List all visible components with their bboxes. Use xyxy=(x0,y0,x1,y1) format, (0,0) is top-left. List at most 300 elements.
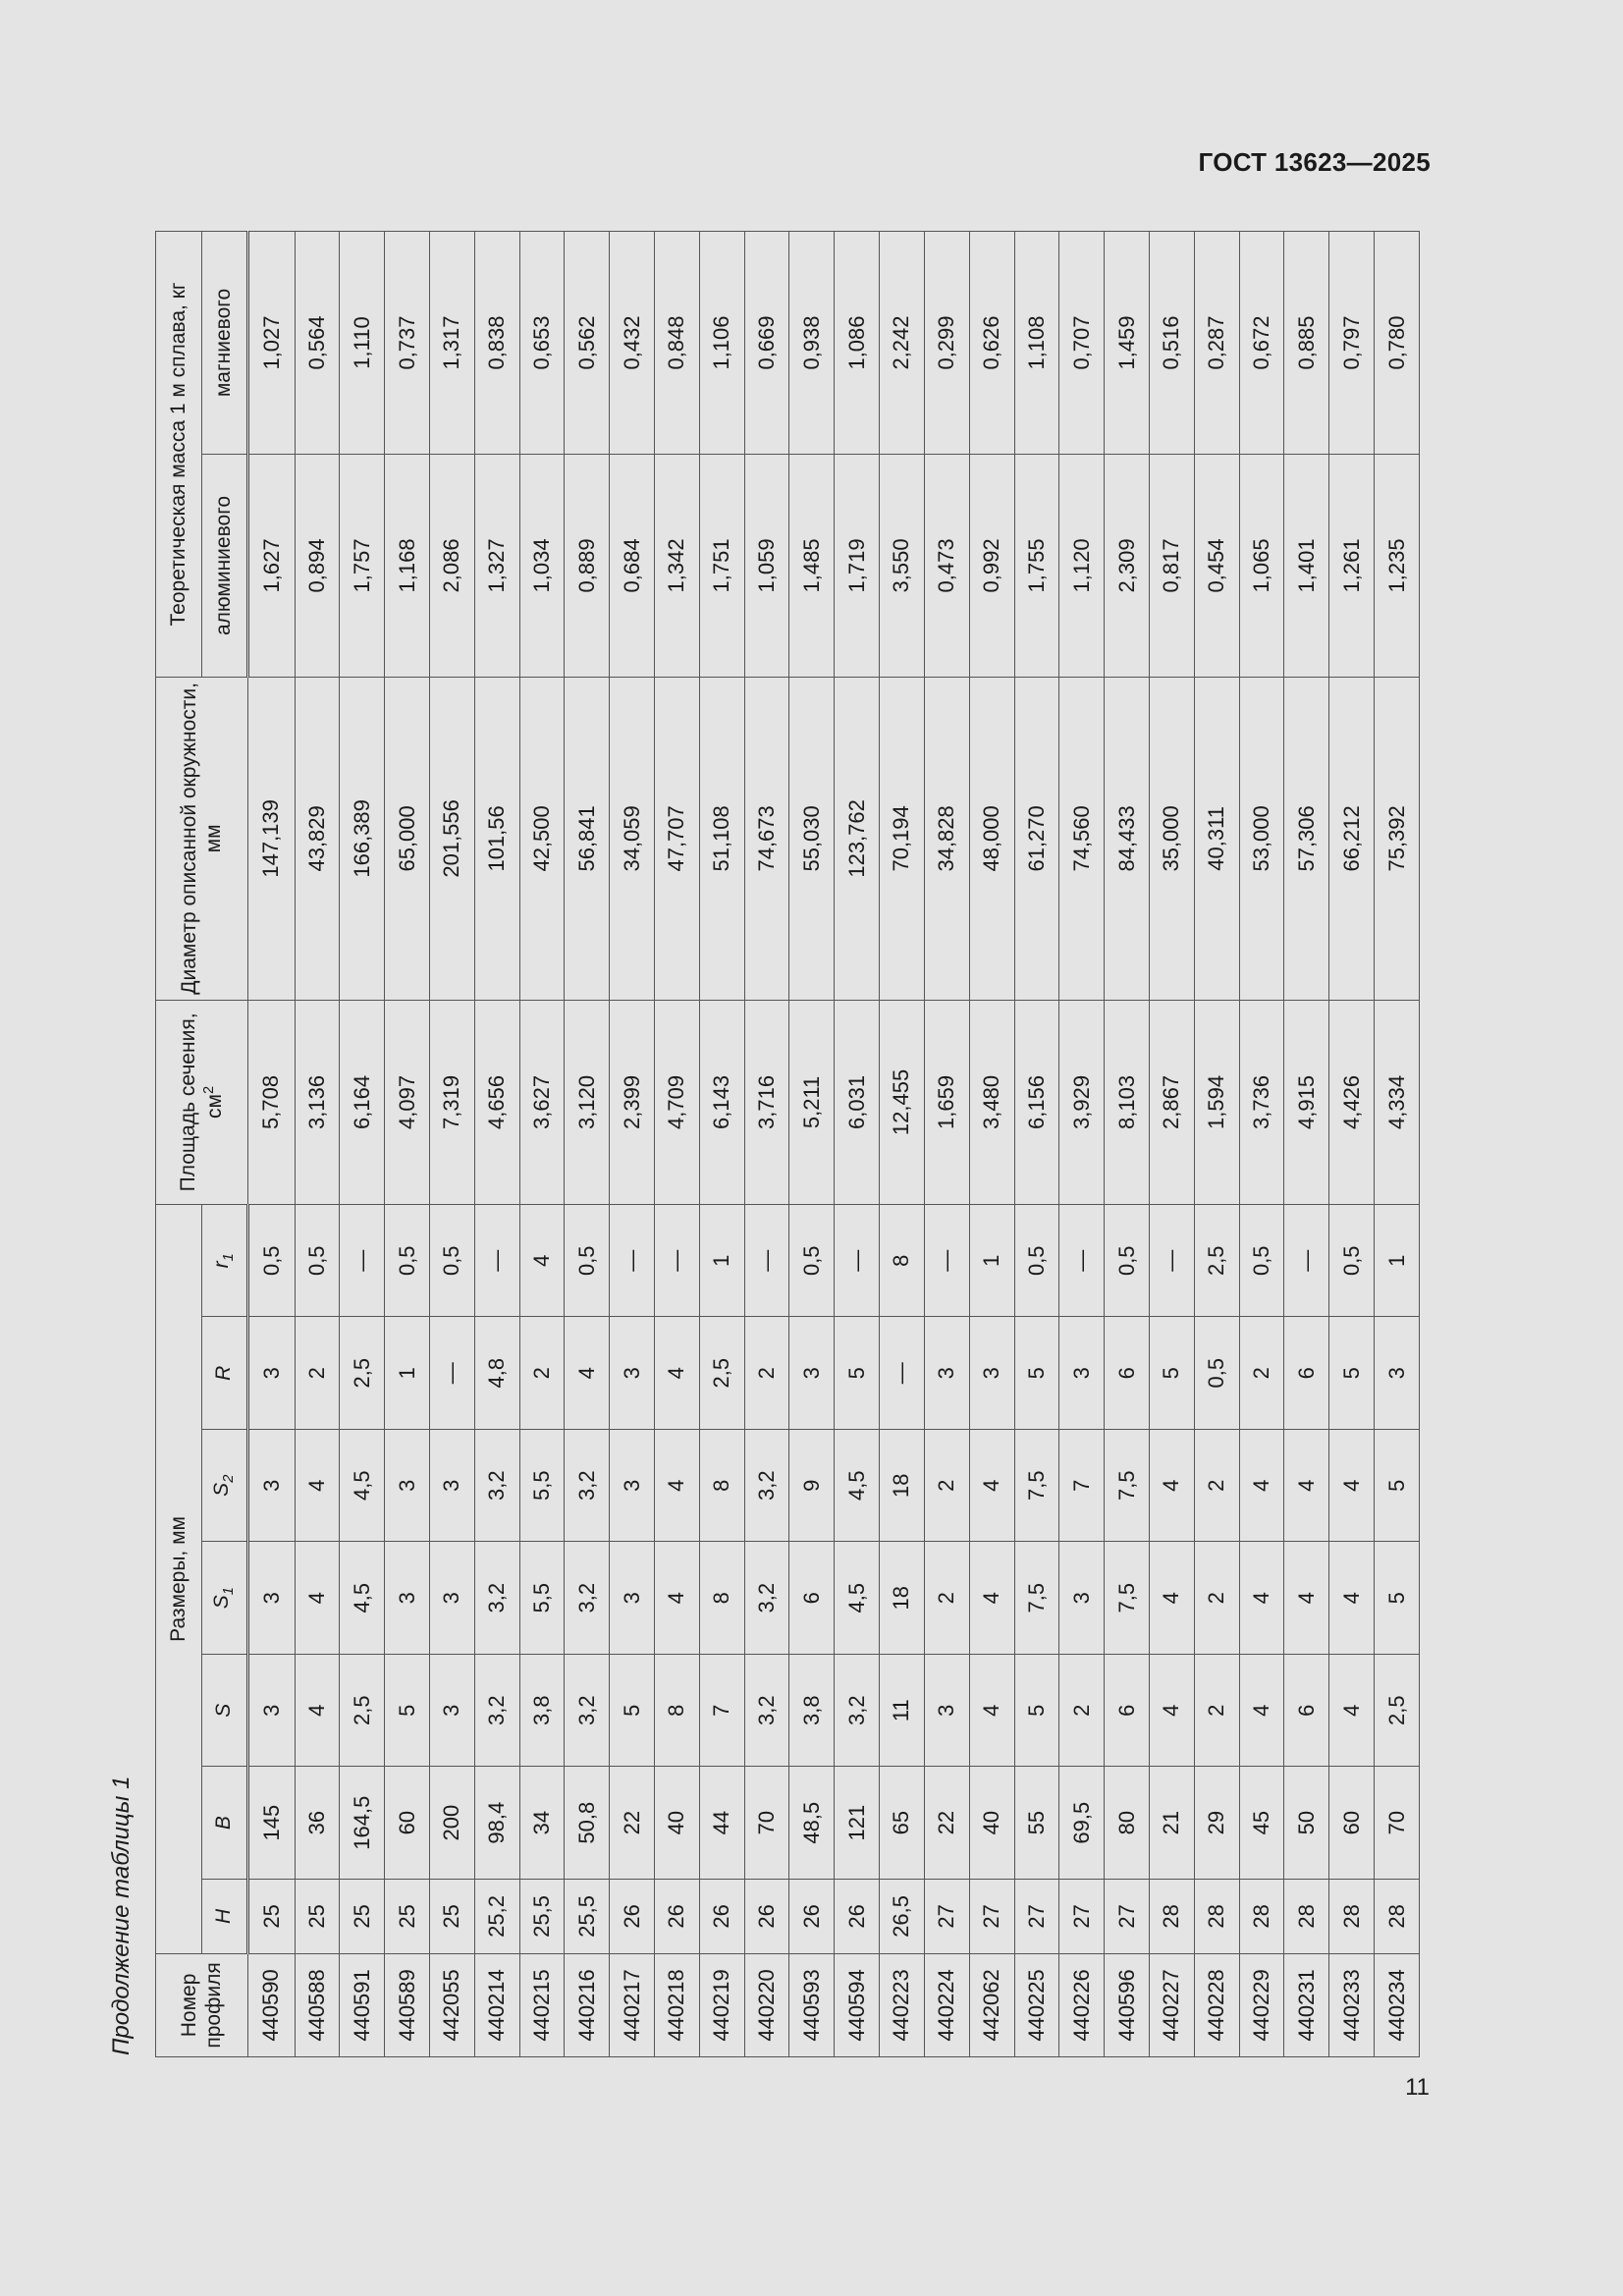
cell-mass-magnesium: 0,564 xyxy=(295,232,340,455)
cell-S: 2 xyxy=(1059,1654,1105,1766)
cell-profile-number: 440233 xyxy=(1329,1953,1375,2056)
cell-H: 26 xyxy=(744,1879,789,1953)
cell-mass-aluminum: 0,889 xyxy=(565,455,610,678)
cell-profile-number: 440225 xyxy=(1014,1953,1059,2056)
header-H: H xyxy=(202,1879,248,1953)
cell-S: 4 xyxy=(1239,1654,1284,1766)
cell-S1: 3 xyxy=(248,1542,296,1654)
cell-r1: 1 xyxy=(1375,1205,1420,1317)
cell-S: 4 xyxy=(1329,1654,1375,1766)
cell-profile-number: 440220 xyxy=(744,1953,789,2056)
cell-H: 27 xyxy=(969,1879,1014,1953)
cell-H: 25 xyxy=(295,1879,340,1953)
cell-profile-number: 440234 xyxy=(1375,1953,1420,2056)
cell-S2: 2 xyxy=(1194,1429,1239,1541)
table-row xyxy=(969,232,1014,2057)
cell-S: 2 xyxy=(1194,1654,1239,1766)
cell-S1: 2 xyxy=(924,1542,969,1654)
cell-area: 3,716 xyxy=(744,1000,789,1204)
cell-H: 26 xyxy=(835,1879,880,1953)
table-row xyxy=(610,232,655,2057)
cell-r1: 0,5 xyxy=(565,1205,610,1317)
cell-S: 5 xyxy=(610,1654,655,1766)
cell-S: 7 xyxy=(699,1654,744,1766)
cell-mass-aluminum: 1,485 xyxy=(789,455,835,678)
cell-R: 3 xyxy=(969,1317,1014,1429)
cell-diameter: 84,433 xyxy=(1105,677,1150,1000)
table-row xyxy=(385,232,430,2057)
cell-S1: 2 xyxy=(1194,1542,1239,1654)
cell-S2: 3,2 xyxy=(744,1429,789,1541)
cell-S1: 7,5 xyxy=(1014,1542,1059,1654)
cell-diameter: 166,389 xyxy=(340,677,385,1000)
cell-R: 3 xyxy=(789,1317,835,1429)
cell-B: 22 xyxy=(610,1767,655,1879)
cell-R: 5 xyxy=(1329,1317,1375,1429)
cell-B: 44 xyxy=(699,1767,744,1879)
cell-S1: 4 xyxy=(1284,1542,1329,1654)
cell-area: 4,709 xyxy=(655,1000,700,1204)
cell-diameter: 53,000 xyxy=(1239,677,1284,1000)
cell-area: 8,103 xyxy=(1105,1000,1150,1204)
cell-S: 6 xyxy=(1284,1654,1329,1766)
cell-diameter: 74,560 xyxy=(1059,677,1105,1000)
cell-diameter: 47,707 xyxy=(655,677,700,1000)
table-row xyxy=(1284,232,1329,2057)
cell-r1: 1 xyxy=(969,1205,1014,1317)
cell-area: 3,480 xyxy=(969,1000,1014,1204)
cell-diameter: 75,392 xyxy=(1375,677,1420,1000)
cell-diameter: 74,673 xyxy=(744,677,789,1000)
cell-S2: 2 xyxy=(924,1429,969,1541)
cell-R: 3 xyxy=(1059,1317,1105,1429)
cell-R: 2,5 xyxy=(340,1317,385,1429)
cell-R: 5 xyxy=(835,1317,880,1429)
cell-r1: 8 xyxy=(880,1205,925,1317)
cell-S2: 3 xyxy=(429,1429,474,1541)
cell-R: 4 xyxy=(655,1317,700,1429)
cell-S2: 4 xyxy=(1284,1429,1329,1541)
cell-B: 40 xyxy=(655,1767,700,1879)
cell-mass-magnesium: 0,562 xyxy=(565,232,610,455)
cell-B: 36 xyxy=(295,1767,340,1879)
cell-r1: — xyxy=(610,1205,655,1317)
cell-S1: 4,5 xyxy=(340,1542,385,1654)
cell-S: 3 xyxy=(924,1654,969,1766)
cell-S2: 18 xyxy=(880,1429,925,1541)
header-section-area: Площадь сечения, $см^2$ xyxy=(156,1000,248,1204)
table-row xyxy=(519,232,565,2057)
cell-S1: 4 xyxy=(1239,1542,1284,1654)
cell-diameter: 57,306 xyxy=(1284,677,1329,1000)
cell-S2: 7,5 xyxy=(1014,1429,1059,1541)
cell-mass-magnesium: 0,669 xyxy=(744,232,789,455)
cell-profile-number: 440226 xyxy=(1059,1953,1105,2056)
cell-mass-magnesium: 0,287 xyxy=(1194,232,1239,455)
cell-r1: — xyxy=(1149,1205,1194,1317)
cell-area: 4,334 xyxy=(1375,1000,1420,1204)
cell-diameter: 48,000 xyxy=(969,677,1014,1000)
cell-S1: 4 xyxy=(969,1542,1014,1654)
cell-r1: — xyxy=(1284,1205,1329,1317)
cell-B: 80 xyxy=(1105,1767,1150,1879)
cell-R: 2 xyxy=(744,1317,789,1429)
cell-mass-magnesium: 0,516 xyxy=(1149,232,1194,455)
cell-H: 27 xyxy=(1105,1879,1150,1953)
cell-S: 3,2 xyxy=(744,1654,789,1766)
cell-B: 34 xyxy=(519,1767,565,1879)
cell-diameter: 43,829 xyxy=(295,677,340,1000)
cell-H: 25,2 xyxy=(474,1879,519,1953)
cell-r1: 0,5 xyxy=(385,1205,430,1317)
cell-H: 28 xyxy=(1375,1879,1420,1953)
cell-mass-magnesium: 0,780 xyxy=(1375,232,1420,455)
cell-S2: 4 xyxy=(969,1429,1014,1541)
cell-H: 25 xyxy=(385,1879,430,1953)
cell-profile-number: 440223 xyxy=(880,1953,925,2056)
cell-r1: 0,5 xyxy=(248,1205,296,1317)
cell-R: 2 xyxy=(519,1317,565,1429)
cell-S2: 4 xyxy=(655,1429,700,1541)
cell-S: 3,2 xyxy=(835,1654,880,1766)
cell-B: 55 xyxy=(1014,1767,1059,1879)
cell-mass-magnesium: 0,938 xyxy=(789,232,835,455)
cell-area: 3,136 xyxy=(295,1000,340,1204)
cell-S1: 18 xyxy=(880,1542,925,1654)
cell-H: 28 xyxy=(1239,1879,1284,1953)
table-row xyxy=(1014,232,1059,2057)
cell-diameter: 55,030 xyxy=(789,677,835,1000)
cell-B: 50,8 xyxy=(565,1767,610,1879)
cell-mass-aluminum: 0,817 xyxy=(1149,455,1194,678)
cell-H: 26 xyxy=(789,1879,835,1953)
cell-diameter: 66,212 xyxy=(1329,677,1375,1000)
cell-diameter: 101,56 xyxy=(474,677,519,1000)
cell-area: 3,120 xyxy=(565,1000,610,1204)
cell-R: 6 xyxy=(1105,1317,1150,1429)
cell-area: 6,164 xyxy=(340,1000,385,1204)
cell-H: 27 xyxy=(1059,1879,1105,1953)
cell-mass-aluminum: 1,342 xyxy=(655,455,700,678)
cell-S2: 3,2 xyxy=(565,1429,610,1541)
cell-mass-magnesium: 0,838 xyxy=(474,232,519,455)
cell-S1: 4 xyxy=(1329,1542,1375,1654)
cell-r1: 0,5 xyxy=(1014,1205,1059,1317)
cell-B: 29 xyxy=(1194,1767,1239,1879)
table-row xyxy=(340,232,385,2057)
cell-area: 7,319 xyxy=(429,1000,474,1204)
cell-B: 60 xyxy=(1329,1767,1375,1879)
table-row xyxy=(655,232,700,2057)
cell-profile-number: 440593 xyxy=(789,1953,835,2056)
cell-S: 4 xyxy=(295,1654,340,1766)
cell-diameter: 35,000 xyxy=(1149,677,1194,1000)
cell-S: 3,2 xyxy=(474,1654,519,1766)
table-body xyxy=(248,232,1420,2057)
cell-profile-number: 440229 xyxy=(1239,1953,1284,2056)
table-row xyxy=(1194,232,1239,2057)
cell-R: 5 xyxy=(1014,1317,1059,1429)
cell-r1: — xyxy=(924,1205,969,1317)
cell-B: 45 xyxy=(1239,1767,1284,1879)
cell-area: 6,031 xyxy=(835,1000,880,1204)
cell-R: 3 xyxy=(1375,1317,1420,1429)
cell-mass-aluminum: 1,401 xyxy=(1284,455,1329,678)
cell-H: 26 xyxy=(655,1879,700,1953)
table-row xyxy=(429,232,474,2057)
header-S: S xyxy=(202,1654,248,1766)
cell-B: 50 xyxy=(1284,1767,1329,1879)
cell-mass-magnesium: 0,653 xyxy=(519,232,565,455)
header-dimensions: Размеры, мм xyxy=(156,1205,202,1954)
cell-S2: 5,5 xyxy=(519,1429,565,1541)
cell-R: 2 xyxy=(1239,1317,1284,1429)
cell-mass-magnesium: 0,797 xyxy=(1329,232,1375,455)
cell-r1: — xyxy=(474,1205,519,1317)
cell-mass-aluminum: 0,894 xyxy=(295,455,340,678)
cell-area: 1,659 xyxy=(924,1000,969,1204)
cell-H: 26 xyxy=(699,1879,744,1953)
cell-R: 4 xyxy=(565,1317,610,1429)
cell-H: 28 xyxy=(1329,1879,1375,1953)
table-row xyxy=(789,232,835,2057)
cell-S2: 3,2 xyxy=(474,1429,519,1541)
cell-profile-number: 440214 xyxy=(474,1953,519,2056)
cell-diameter: 56,841 xyxy=(565,677,610,1000)
cell-B: 70 xyxy=(1375,1767,1420,1879)
cell-S1: 3 xyxy=(385,1542,430,1654)
cell-H: 27 xyxy=(1014,1879,1059,1953)
cell-B: 22 xyxy=(924,1767,969,1879)
cell-mass-aluminum: 1,059 xyxy=(744,455,789,678)
cell-S1: 4,5 xyxy=(835,1542,880,1654)
table-row xyxy=(248,232,296,2057)
cell-diameter: 42,500 xyxy=(519,677,565,1000)
cell-mass-aluminum: 0,684 xyxy=(610,455,655,678)
cell-R: — xyxy=(880,1317,925,1429)
cell-S1: 3,2 xyxy=(565,1542,610,1654)
cell-diameter: 34,059 xyxy=(610,677,655,1000)
cell-profile-number: 440231 xyxy=(1284,1953,1329,2056)
cell-profile-number: 440227 xyxy=(1149,1953,1194,2056)
cell-S1: 6 xyxy=(789,1542,835,1654)
cell-r1: 0,5 xyxy=(1329,1205,1375,1317)
cell-diameter: 201,556 xyxy=(429,677,474,1000)
cell-mass-aluminum: 1,757 xyxy=(340,455,385,678)
cell-H: 25 xyxy=(429,1879,474,1953)
cell-mass-aluminum: 2,309 xyxy=(1105,455,1150,678)
cell-S2: 3 xyxy=(385,1429,430,1541)
cell-R: 0,5 xyxy=(1194,1317,1239,1429)
cell-H: 28 xyxy=(1149,1879,1194,1953)
cell-S: 5 xyxy=(1014,1654,1059,1766)
cell-H: 26,5 xyxy=(880,1879,925,1953)
cell-S2: 4 xyxy=(1149,1429,1194,1541)
cell-diameter: 34,828 xyxy=(924,677,969,1000)
cell-mass-magnesium: 0,885 xyxy=(1284,232,1329,455)
cell-mass-aluminum: 1,034 xyxy=(519,455,565,678)
cell-S: 8 xyxy=(655,1654,700,1766)
cell-B: 65 xyxy=(880,1767,925,1879)
cell-area: 6,156 xyxy=(1014,1000,1059,1204)
cell-diameter: 147,139 xyxy=(248,677,296,1000)
cell-area: 3,736 xyxy=(1239,1000,1284,1204)
table-container xyxy=(155,231,1420,2057)
cell-S2: 3 xyxy=(610,1429,655,1541)
cell-profile-number: 440591 xyxy=(340,1953,385,2056)
header-S2: $S_2$ xyxy=(202,1429,248,1541)
cell-area: 4,656 xyxy=(474,1000,519,1204)
cell-r1: 0,5 xyxy=(429,1205,474,1317)
cell-area: 5,211 xyxy=(789,1000,835,1204)
cell-S2: 4 xyxy=(1329,1429,1375,1541)
cell-profile-number: 440590 xyxy=(248,1953,296,2056)
cell-mass-aluminum: 2,086 xyxy=(429,455,474,678)
cell-H: 27 xyxy=(924,1879,969,1953)
cell-B: 70 xyxy=(744,1767,789,1879)
cell-profile-number: 440224 xyxy=(924,1953,969,2056)
cell-r1: — xyxy=(340,1205,385,1317)
header-magnesium: магниевого xyxy=(202,232,248,455)
profiles-table xyxy=(155,231,1420,2057)
cell-R: 1 xyxy=(385,1317,430,1429)
cell-diameter: 123,762 xyxy=(835,677,880,1000)
cell-H: 25 xyxy=(340,1879,385,1953)
cell-diameter: 40,311 xyxy=(1194,677,1239,1000)
cell-B: 164,5 xyxy=(340,1767,385,1879)
cell-S2: 7 xyxy=(1059,1429,1105,1541)
cell-S: 4 xyxy=(1149,1654,1194,1766)
cell-S: 3,8 xyxy=(519,1654,565,1766)
cell-profile-number: 442062 xyxy=(969,1953,1014,2056)
cell-mass-magnesium: 1,027 xyxy=(248,232,296,455)
cell-mass-magnesium: 1,106 xyxy=(699,232,744,455)
table-row xyxy=(924,232,969,2057)
cell-S1: 3,2 xyxy=(744,1542,789,1654)
document-header: ГОСТ 13623—2025 xyxy=(1198,147,1431,177)
cell-S: 3 xyxy=(429,1654,474,1766)
cell-area: 4,915 xyxy=(1284,1000,1329,1204)
cell-mass-aluminum: 1,168 xyxy=(385,455,430,678)
cell-diameter: 51,108 xyxy=(699,677,744,1000)
cell-S2: 4,5 xyxy=(340,1429,385,1541)
cell-S: 6 xyxy=(1105,1654,1150,1766)
cell-S: 5 xyxy=(385,1654,430,1766)
cell-area: 6,143 xyxy=(699,1000,744,1204)
cell-area: 4,426 xyxy=(1329,1000,1375,1204)
cell-r1: — xyxy=(1059,1205,1105,1317)
cell-S2: 4 xyxy=(295,1429,340,1541)
cell-mass-magnesium: 1,108 xyxy=(1014,232,1059,455)
cell-profile-number: 440228 xyxy=(1194,1953,1239,2056)
table-row xyxy=(474,232,519,2057)
cell-mass-magnesium: 0,432 xyxy=(610,232,655,455)
cell-mass-aluminum: 1,719 xyxy=(835,455,880,678)
table-row xyxy=(1375,232,1420,2057)
cell-H: 28 xyxy=(1194,1879,1239,1953)
cell-R: 2,5 xyxy=(699,1317,744,1429)
cell-S1: 7,5 xyxy=(1105,1542,1150,1654)
cell-mass-magnesium: 1,110 xyxy=(340,232,385,455)
cell-R: — xyxy=(429,1317,474,1429)
header-r1: $r_1$ xyxy=(202,1205,248,1317)
header-R: R xyxy=(202,1317,248,1429)
table-row xyxy=(1239,232,1284,2057)
cell-S1: 4 xyxy=(655,1542,700,1654)
cell-r1: — xyxy=(744,1205,789,1317)
cell-mass-magnesium: 0,299 xyxy=(924,232,969,455)
cell-mass-magnesium: 1,317 xyxy=(429,232,474,455)
cell-S1: 4 xyxy=(295,1542,340,1654)
cell-S1: 4 xyxy=(1149,1542,1194,1654)
cell-r1: 2,5 xyxy=(1194,1205,1239,1317)
cell-H: 25,5 xyxy=(519,1879,565,1953)
cell-area: 12,455 xyxy=(880,1000,925,1204)
table-row xyxy=(295,232,340,2057)
cell-mass-magnesium: 1,086 xyxy=(835,232,880,455)
header-aluminum: алюминиевого xyxy=(202,455,248,678)
cell-profile-number: 442055 xyxy=(429,1953,474,2056)
cell-B: 121 xyxy=(835,1767,880,1879)
header-circumscribed-diameter: Диаметр описанной окружности, мм xyxy=(156,677,248,1000)
cell-mass-aluminum: 1,627 xyxy=(248,455,296,678)
cell-mass-magnesium: 0,737 xyxy=(385,232,430,455)
cell-profile-number: 440217 xyxy=(610,1953,655,2056)
cell-mass-aluminum: 1,751 xyxy=(699,455,744,678)
cell-r1: 0,5 xyxy=(1105,1205,1150,1317)
cell-B: 48,5 xyxy=(789,1767,835,1879)
table-row xyxy=(699,232,744,2057)
cell-B: 98,4 xyxy=(474,1767,519,1879)
cell-mass-magnesium: 2,242 xyxy=(880,232,925,455)
cell-S: 3 xyxy=(248,1654,296,1766)
cell-R: 4,8 xyxy=(474,1317,519,1429)
cell-area: 2,399 xyxy=(610,1000,655,1204)
cell-S: 3,2 xyxy=(565,1654,610,1766)
header-theoretical-mass: Теоретическая масса 1 м сплава, кг xyxy=(156,232,202,678)
cell-r1: 0,5 xyxy=(1239,1205,1284,1317)
cell-mass-magnesium: 0,707 xyxy=(1059,232,1105,455)
cell-S2: 7,5 xyxy=(1105,1429,1150,1541)
table-row xyxy=(565,232,610,2057)
cell-S: 3,8 xyxy=(789,1654,835,1766)
cell-mass-aluminum: 1,327 xyxy=(474,455,519,678)
cell-profile-number: 440218 xyxy=(655,1953,700,2056)
cell-B: 21 xyxy=(1149,1767,1194,1879)
cell-mass-magnesium: 0,672 xyxy=(1239,232,1284,455)
cell-S2: 5 xyxy=(1375,1429,1420,1541)
cell-mass-aluminum: 1,120 xyxy=(1059,455,1105,678)
cell-R: 3 xyxy=(248,1317,296,1429)
cell-S2: 4,5 xyxy=(835,1429,880,1541)
cell-mass-aluminum: 1,065 xyxy=(1239,455,1284,678)
table-row xyxy=(835,232,880,2057)
cell-mass-magnesium: 0,848 xyxy=(655,232,700,455)
cell-B: 40 xyxy=(969,1767,1014,1879)
cell-area: 3,929 xyxy=(1059,1000,1105,1204)
cell-profile-number: 440589 xyxy=(385,1953,430,2056)
cell-mass-magnesium: 0,626 xyxy=(969,232,1014,455)
cell-profile-number: 440588 xyxy=(295,1953,340,2056)
cell-S: 4 xyxy=(969,1654,1014,1766)
cell-S2: 4 xyxy=(1239,1429,1284,1541)
cell-R: 3 xyxy=(610,1317,655,1429)
cell-diameter: 65,000 xyxy=(385,677,430,1000)
table-row xyxy=(1149,232,1194,2057)
table-row xyxy=(880,232,925,2057)
cell-diameter: 70,194 xyxy=(880,677,925,1000)
cell-H: 28 xyxy=(1284,1879,1329,1953)
